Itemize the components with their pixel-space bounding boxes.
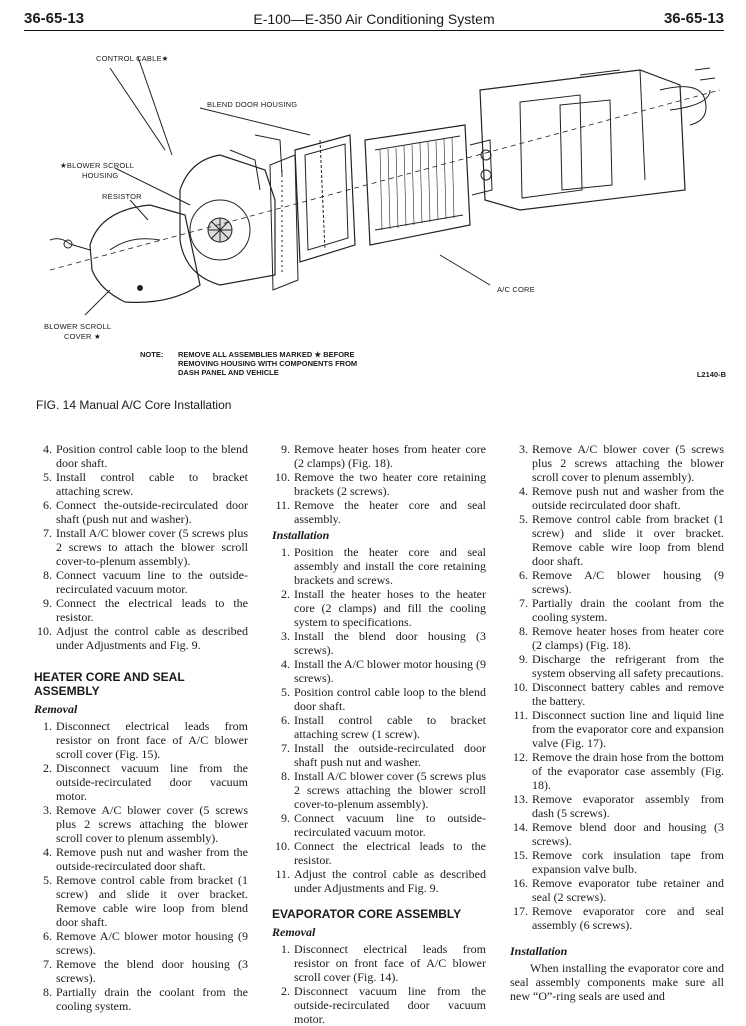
list-item: 5. Remove control cable from bracket (1 screw) and slide it over bracket. Remove cable wire loop from blend door shaft. <box>519 512 724 568</box>
list-item: 17. Remove evaporator core and seal assembly (6 screws). <box>513 904 724 932</box>
figure-code: L2140-B <box>696 370 726 379</box>
list-item: 2. Disconnect vacuum line from the outside-recirculated door vacuum motor. <box>281 984 486 1026</box>
list-item: 1. Disconnect electrical leads from resistor on front face of A/C blower scroll cover (Fig. 15). <box>43 719 248 761</box>
subheading-installation: Installation <box>272 528 330 542</box>
list-item: 10. Adjust the control cable as described under Adjustments and Fig. 9. <box>37 624 248 652</box>
list-item: 10. Disconnect battery cables and remove the battery. <box>513 680 724 708</box>
list-item: 2. Install the heater hoses to the heater core (2 clamps) and fill the cooling system to specifications. <box>281 587 486 629</box>
label-blower-scroll-cover-2: COVER ★ <box>64 332 101 341</box>
exploded-diagram <box>20 40 730 340</box>
list-item: 10. Remove the two heater core retaining brackets (2 screws). <box>275 470 486 498</box>
step-list <box>272 942 486 1026</box>
list-item: 5. Install control cable to bracket attaching screw. <box>43 470 248 498</box>
note-line: REMOVE ALL ASSEMBLIES MARKED ★ BEFORE <box>178 350 355 359</box>
list-item: 1. Position the heater core and seal assembly and install the core retaining brackets and screws. <box>281 545 486 587</box>
section-heading: HEATER CORE AND SEAL ASSEMBLY <box>34 670 185 698</box>
list-item: 7. Remove the blend door housing (3 screws). <box>43 957 248 985</box>
subheading-removal: Removal <box>272 925 316 939</box>
step-list <box>510 442 724 932</box>
list-item: 1. Disconnect electrical leads from resistor on front face of A/C blower scroll cover (Fig. 14). <box>281 942 486 984</box>
list-item: 6. Remove A/C blower motor housing (9 screws). <box>43 929 248 957</box>
list-item: 5. Remove control cable from bracket (1 screw) and slide it over bracket. Remove cable wire loop from blend door shaft. <box>43 873 248 929</box>
column-3 <box>510 442 724 1003</box>
evaporator-case-shape <box>480 70 685 210</box>
list-item: 6. Remove A/C blower housing (9 screws). <box>519 568 724 596</box>
list-item: 12. Remove the drain hose from the bottom of the evaporator case assembly (Fig. 18). <box>513 750 724 792</box>
blend-door-housing-shape <box>295 135 355 262</box>
figure-note <box>140 350 357 377</box>
step-list <box>34 442 248 652</box>
installation-paragraph: When installing the evaporator core and seal assembly components make sure all new “O”-ring seals are used and <box>510 961 724 1003</box>
list-item: 3. Remove A/C blower cover (5 screws plus 2 screws attaching the blower scroll cover to plenum assembly). <box>43 803 248 845</box>
section-heading: EVAPORATOR CORE ASSEMBLY <box>272 907 462 921</box>
page-number-right: 36-65-13 <box>663 10 724 27</box>
list-item: 8. Remove heater hoses from heater core (2 clamps) (Fig. 18). <box>519 624 724 652</box>
list-item: 6. Connect the-outside-recirculated door shaft (push nut and washer). <box>43 498 248 526</box>
subheading-removal: Removal <box>34 702 78 716</box>
note-text <box>178 350 357 377</box>
list-item: 7. Install A/C blower cover (5 screws plus 2 screws to attach the blower scroll cover-to-plenum assembly). <box>43 526 248 568</box>
list-item: 9. Discharge the refrigerant from the system observing all safety precautions. <box>519 652 724 680</box>
label-blower-scroll-housing-2: HOUSING <box>82 171 119 180</box>
note-label: NOTE: <box>140 350 164 359</box>
note-line: DASH PANEL AND VEHICLE <box>178 368 279 377</box>
label-control-cable: CONTROL CABLE★ <box>96 54 169 63</box>
subheading-installation: Installation <box>510 944 568 958</box>
list-item: 7. Partially drain the coolant from the cooling system. <box>519 596 724 624</box>
label-blower-scroll-housing: ★BLOWER SCROLL <box>60 161 135 170</box>
note-line: REMOVING HOUSING WITH COMPONENTS FROM <box>178 359 358 368</box>
list-item: 5. Position control cable loop to the blend door shaft. <box>281 685 486 713</box>
list-item: 9. Remove heater hoses from heater core (2 clamps) (Fig. 18). <box>281 442 486 470</box>
list-item: 4. Install the A/C blower motor housing (9 screws). <box>281 657 486 685</box>
list-item: 11. Disconnect suction line and liquid line from the evaporator core and expansion valve (Fig. 17). <box>513 708 724 750</box>
list-item: 8. Connect vacuum line to the outside-recirculated vacuum motor. <box>43 568 248 596</box>
list-item: 6. Install control cable to bracket attaching screw (1 screw). <box>281 713 486 741</box>
list-item: 8. Partially drain the coolant from the cooling system. <box>43 985 248 1013</box>
list-item: 9. Connect vacuum line to outside-recirculated vacuum motor. <box>281 811 486 839</box>
list-item: 11. Adjust the control cable as described under Adjustments and Fig. 9. <box>275 867 486 895</box>
list-item: 11. Remove the heater core and seal assembly. <box>275 498 486 526</box>
figure-14 <box>20 40 730 385</box>
list-item: 3. Remove A/C blower cover (5 screws plus 2 screws attaching the blower scroll cover to plenum assembly). <box>519 442 724 484</box>
list-item: 7. Install the outside-recirculated door shaft push nut and washer. <box>281 741 486 769</box>
list-item: 15. Remove cork insulation tape from expansion valve bulb. <box>513 848 724 876</box>
label-ac-core: A/C CORE <box>497 285 535 294</box>
label-resistor: RESISTOR <box>102 192 142 201</box>
page-title: E-100—E-350 Air Conditioning System <box>253 11 495 27</box>
list-item: 3. Install the blend door housing (3 screws). <box>281 629 486 657</box>
list-item: 4. Remove push nut and washer from the outside recirculated door shaft. <box>519 484 724 512</box>
column-2 <box>272 442 486 1026</box>
list-item: 14. Remove blend door and housing (3 screws). <box>513 820 724 848</box>
list-item: 16. Remove evaporator tube retainer and seal (2 screws). <box>513 876 724 904</box>
list-item: 2. Disconnect vacuum line from the outside-recirculated door vacuum motor. <box>43 761 248 803</box>
list-item: 4. Remove push nut and washer from the outside-recirculated door shaft. <box>43 845 248 873</box>
list-item: 10. Connect the electrical leads to the resistor. <box>275 839 486 867</box>
figure-caption: FIG. 14 Manual A/C Core Installation <box>36 398 232 412</box>
label-blend-door-housing: BLEND DOOR HOUSING <box>207 100 298 109</box>
page-number-left: 36-65-13 <box>24 10 85 27</box>
step-list <box>272 442 486 526</box>
step-list <box>272 545 486 895</box>
list-item: 13. Remove evaporator assembly from dash (5 screws). <box>513 792 724 820</box>
list-item: 8. Install A/C blower cover (5 screws plus 2 screws attaching the blower scroll cover-to-plenum assembly). <box>281 769 486 811</box>
step-list <box>34 719 248 1013</box>
column-1 <box>34 442 248 1013</box>
list-item: 9. Connect the electrical leads to the resistor. <box>43 596 248 624</box>
label-blower-scroll-cover: BLOWER SCROLL <box>44 322 112 331</box>
list-item: 4. Position control cable loop to the blend door shaft. <box>43 442 248 470</box>
page-header <box>24 8 724 31</box>
